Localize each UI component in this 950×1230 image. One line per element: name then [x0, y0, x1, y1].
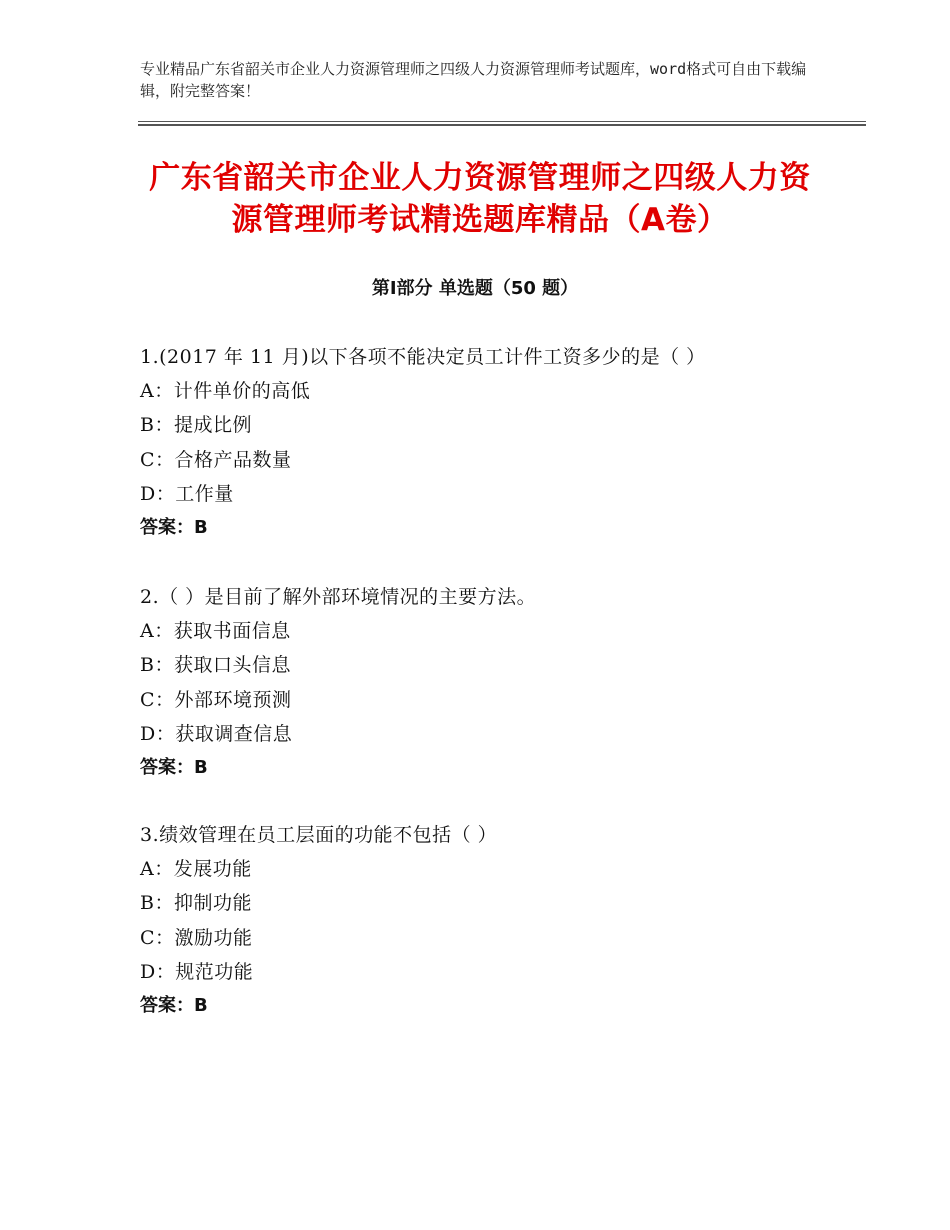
answer: 答案：B — [140, 517, 208, 539]
option-c: C：合格产品数量 — [140, 448, 292, 471]
question-stem: 2.（ ）是目前了解外部环境情况的主要方法。 — [140, 586, 537, 608]
question-stem: 3.绩效管理在员工层面的功能不包括（ ） — [140, 824, 498, 846]
header-note: 专业精品广东省韶关市企业人力资源管理师之四级人力资源管理师考试题库，word格式可自由下载编辑，附完整答案！ — [140, 60, 807, 100]
section-title: 第Ⅰ部分 单选题（50 题） — [371, 278, 579, 299]
option-d: D：工作量 — [140, 482, 234, 505]
question-3 — [140, 818, 840, 1023]
answer: 答案：B — [140, 995, 208, 1017]
header-divider — [138, 121, 866, 126]
option-b: B：抑制功能 — [140, 892, 252, 915]
question-1 — [140, 340, 840, 545]
option-b: B：获取口头信息 — [140, 654, 291, 677]
option-a: A：获取书面信息 — [140, 620, 291, 643]
option-a: A：计件单价的高低 — [140, 380, 311, 403]
question-stem: 1.(2017 年 11 月)以下各项不能决定员工计件工资多少的是（ ） — [140, 346, 706, 368]
option-b: B：提成比例 — [140, 414, 252, 437]
document-title: 广东省韶关市企业人力资源管理师之四级人力资源管理师考试精选题库精品（A卷） — [149, 160, 811, 238]
question-2 — [140, 580, 840, 785]
option-c: C：外部环境预测 — [140, 688, 292, 711]
option-d: D：获取调查信息 — [140, 722, 293, 745]
option-c: C：激励功能 — [140, 926, 253, 949]
option-a: A：发展功能 — [140, 858, 252, 881]
answer: 答案：B — [140, 757, 208, 779]
option-d: D：规范功能 — [140, 960, 254, 983]
